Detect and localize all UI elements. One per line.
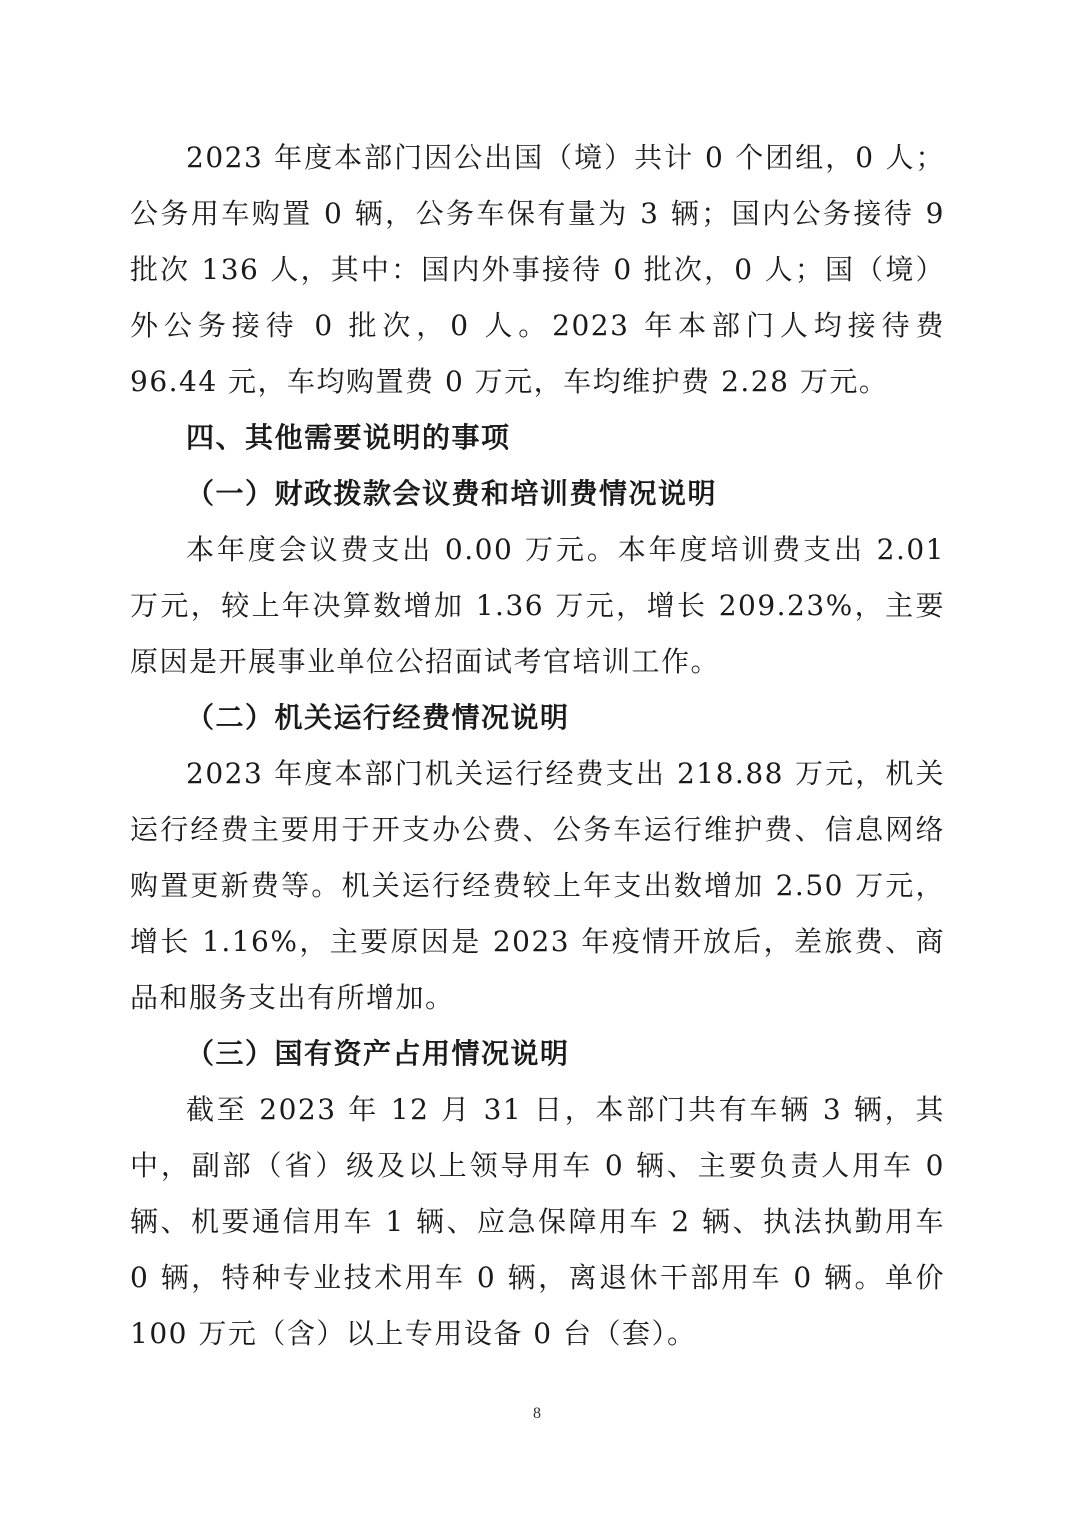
section-heading-other-matters: 四、其他需要说明的事项 [186, 421, 511, 454]
page-number: 8 [533, 1405, 541, 1422]
paragraph-meeting-training-fees: 本年度会议费支出 0.00 万元。本年度培训费支出 2.01 万元，较上年决算数增加 1.36 万元，增长 209.23%，主要原因是开展事业单位公招面试考官培训工作。 [130, 533, 945, 678]
subheading-operating-expenses: （二）机关运行经费情况说明 [186, 701, 570, 734]
paragraph-overseas-and-vehicles: 2023 年度本部门因公出国（境）共计 0 个团组，0 人；公务用车购置 0 辆，公务车保有量为 3 辆；国内公务接待 9 批次 136 人，其中：国内外事接待 0 批次，0 人；国（境）外公务接待 0 批次，0 人。2023 年本部门人均接待费 96.44 元，车均购置费 0 万元，车均维护费 2.28 万元。 [130, 141, 945, 398]
paragraph-operating-expenses: 2023 年度本部门机关运行经费支出 218.88 万元，机关运行经费主要用于开支办公费、公务车运行维护费、信息网络购置更新费等。机关运行经费较上年支出数增加 2.50 万元，增长 1.16%，主要原因是 2023 年疫情开放后，差旅费、商品和服务支出有所增加。 [130, 757, 945, 1014]
subheading-state-assets: （三）国有资产占用情况说明 [186, 1037, 570, 1070]
subheading-meeting-training-fees: （一）财政拨款会议费和培训费情况说明 [186, 477, 718, 510]
document-body [130, 130, 945, 1362]
paragraph-state-assets: 截至 2023 年 12 月 31 日，本部门共有车辆 3 辆，其中，副部（省）级及以上领导用车 0 辆、主要负责人用车 0 辆、机要通信用车 1 辆、应急保障用车 2 辆、执法执勤用车 0 辆，特种专业技术用车 0 辆，离退休干部用车 0 辆。单价 100 万元（含）以上专用设备 0 台（套）。 [130, 1093, 945, 1350]
